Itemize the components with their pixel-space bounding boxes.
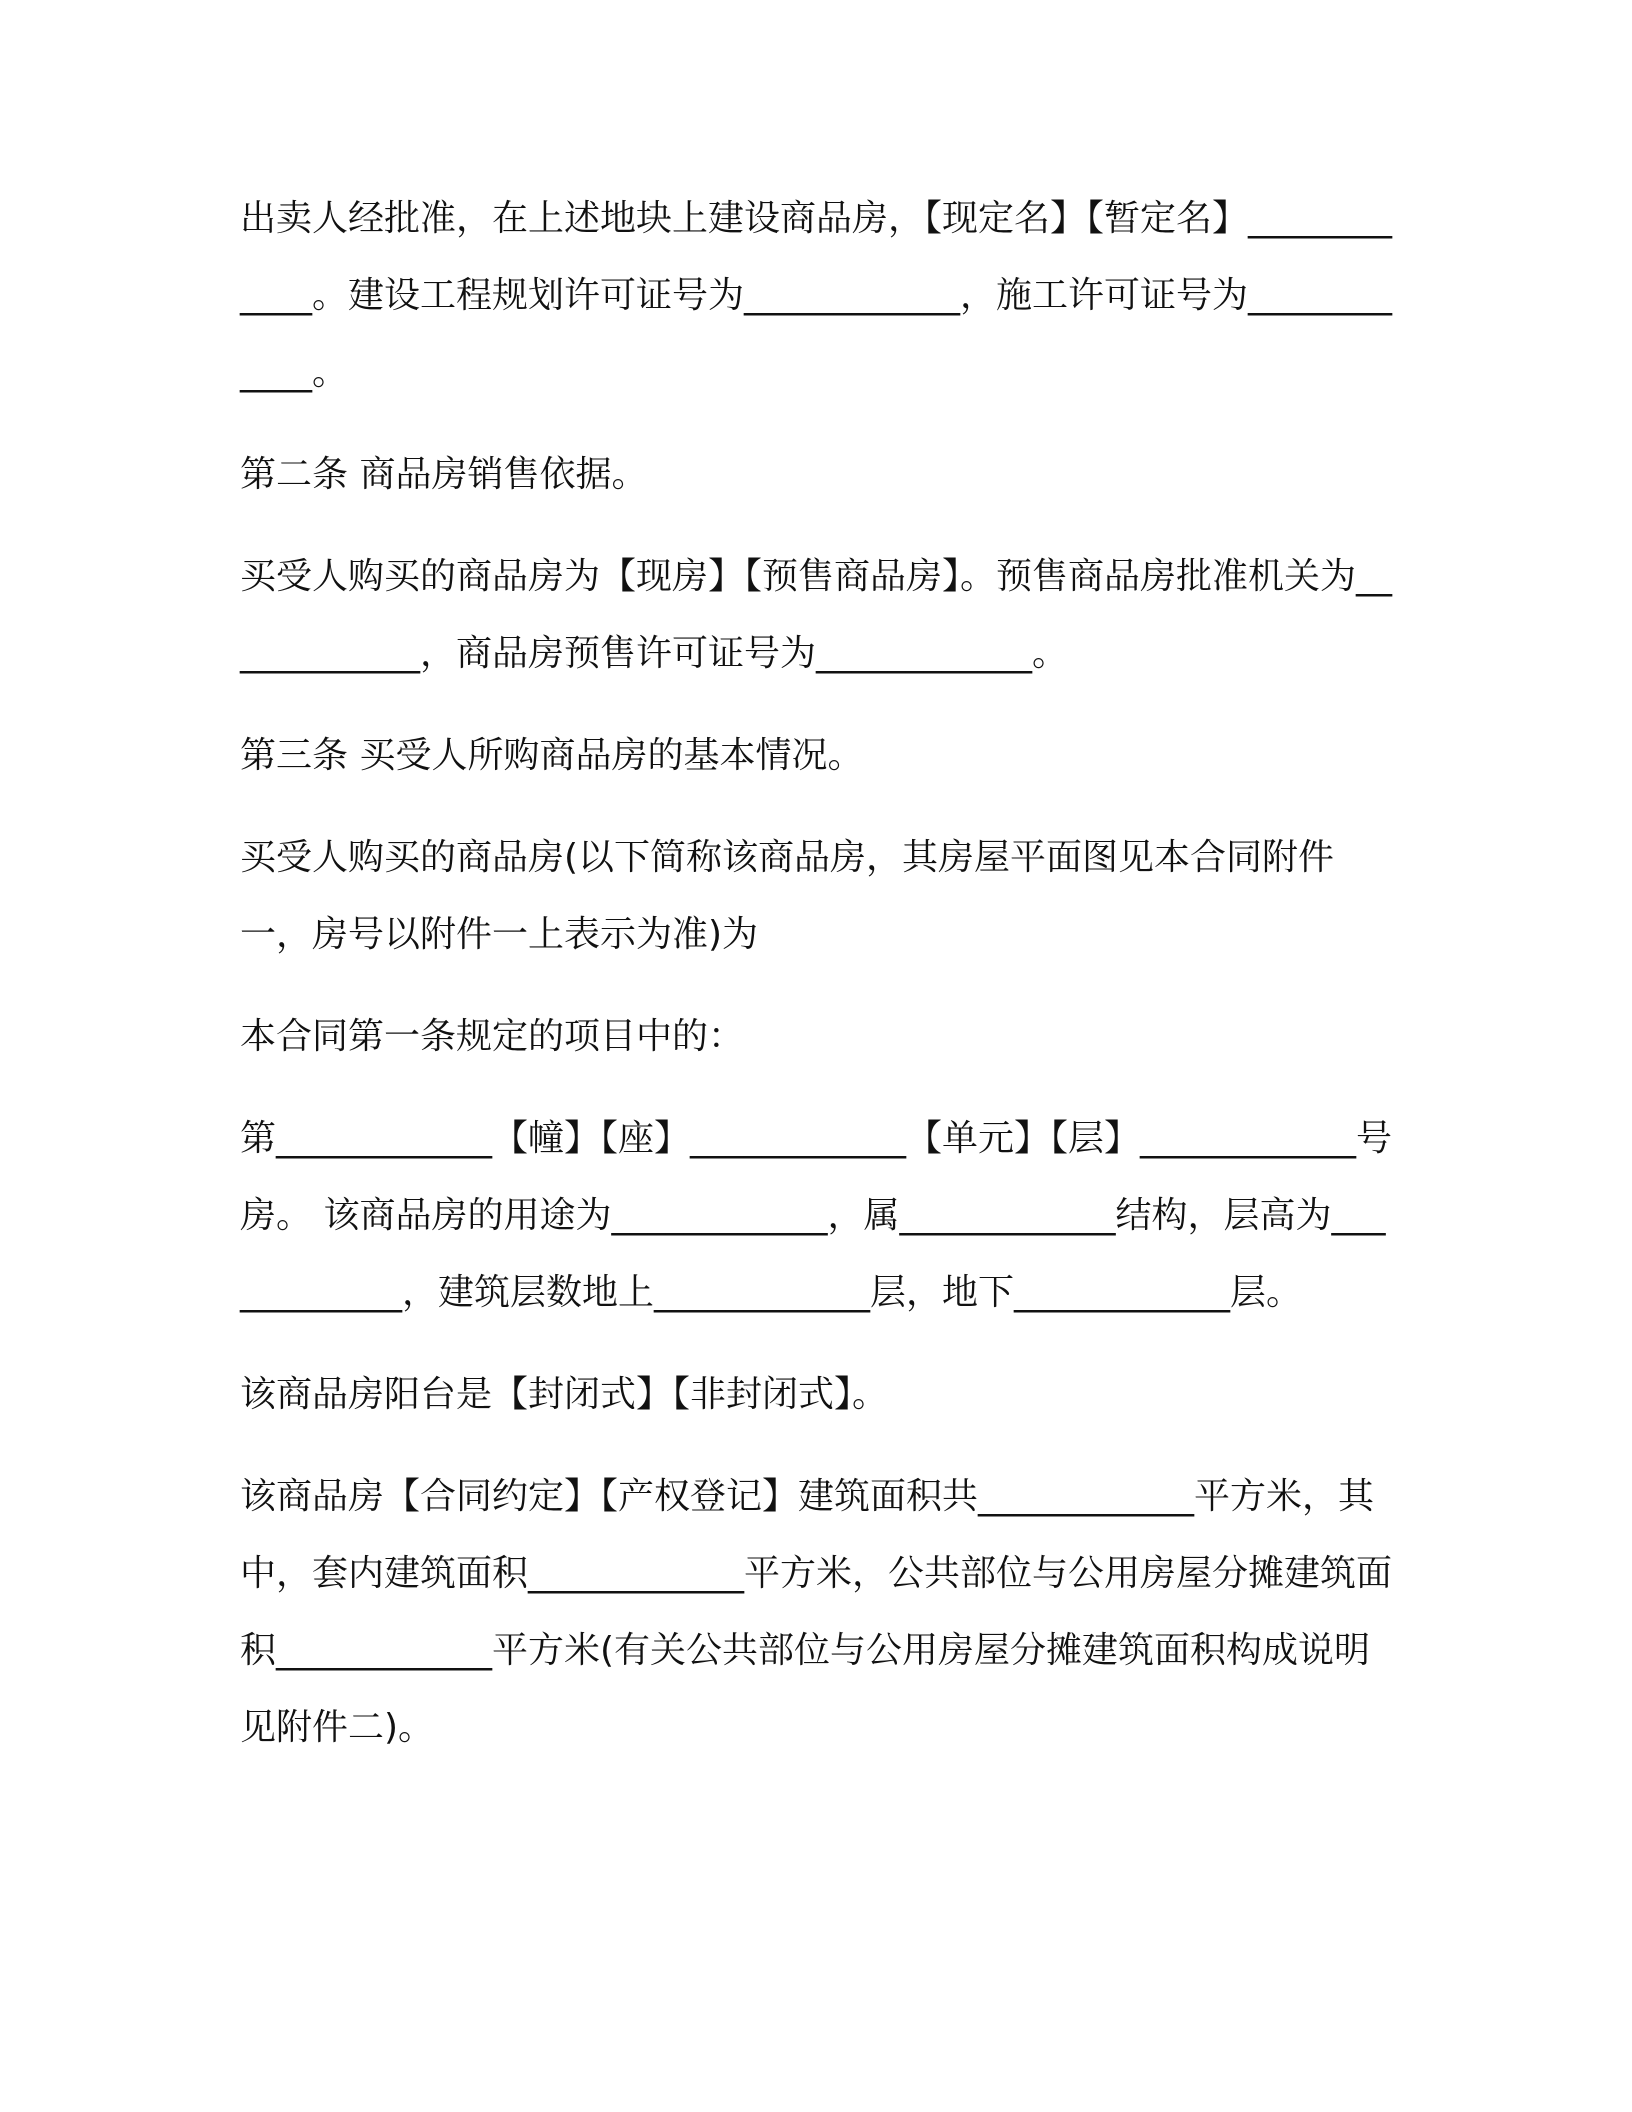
paragraph-house-description: 买受人购买的商品房(以下简称该商品房，其房屋平面图见本合同附件一，房号以附件一上表示为准)为: [240, 837, 1335, 955]
paragraph-unit-details: 第____________【幢】【座】____________【单元】【层】____________号房。 该商品房的用途为____________，属____________结构，层高为____________，建筑层数地上____________层，地下____________层。: [240, 1118, 1393, 1313]
paragraph-project-name: 出卖人经批准，在上述地块上建设商品房，【现定名】【暂定名】____________。建设工程规划许可证号为____________，施工许可证号为____________。: [240, 198, 1393, 393]
paragraph-project-reference: 本合同第一条规定的项目中的：: [240, 1016, 745, 1057]
paragraph-sale-basis: 买受人购买的商品房为【现房】【预售商品房】。预售商品房批准机关为____________，商品房预售许可证号为____________。: [240, 556, 1393, 674]
paragraph-balcony-type: 该商品房阳台是【封闭式】【非封闭式】。: [240, 1374, 889, 1415]
document-body: [240, 180, 1400, 1791]
heading-article-3: 第三条 买受人所购商品房的基本情况。: [240, 735, 864, 776]
paragraph-floor-area: 该商品房【合同约定】【产权登记】建筑面积共____________平方米，其中，套内建筑面积____________平方米，公共部位与公用房屋分摊建筑面积____________平方米(有关公共部位与公用房屋分摊建筑面积构成说明见附件二)。: [240, 1476, 1393, 1748]
heading-article-2: 第二条 商品房销售依据。: [240, 454, 648, 495]
